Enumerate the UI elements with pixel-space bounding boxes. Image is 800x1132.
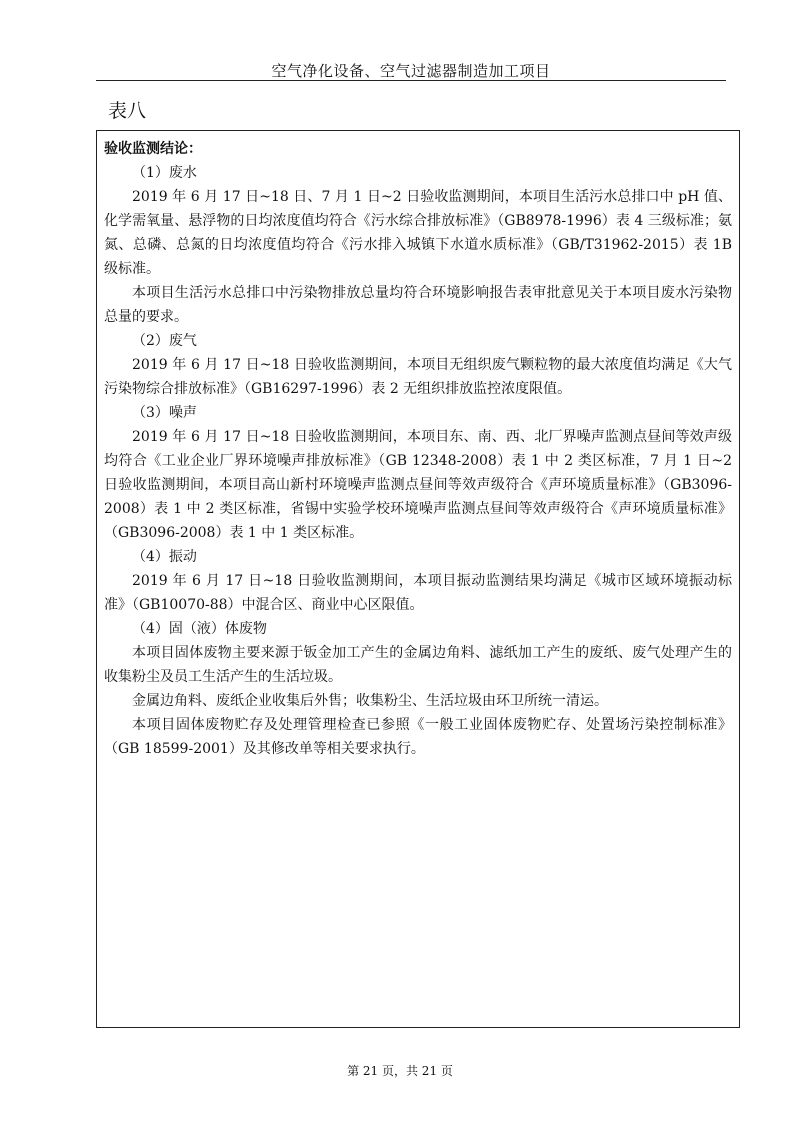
document-header-title: 空气净化设备、空气过滤器制造加工项目 [271, 62, 551, 80]
paragraph-solid-waste-sources: 本项目固体废物主要来源于钣金加工产生的金属边角料、滤纸加工产生的废纸、废气处理产生的收集粉尘及员工生活产生的生活垃圾。 [104, 645, 732, 685]
header-divider [96, 80, 726, 81]
conclusion-frame [96, 130, 740, 1028]
heading-vibration: （4）振动 [132, 549, 197, 565]
conclusion-label: 验收监测结论： [104, 141, 202, 157]
paragraph-wastewater-standards: 2019 年 6 月 17 日~18 日、7 月 1 日~2 日验收监测期间，本项目生活污水总排口中 pH 值、化学需氧量、悬浮物的日均浓度值均符合《污水综合排放标准》（GB8978-1996）表 4 三级标准；氨氮、总磷、总氮的日均浓度值均符合《污水排入城镇下水道水质标准》（GB/T31962-2015）表 1B 级标准。 [104, 189, 732, 277]
paragraph-wastewater-totals: 本项目生活污水总排口中污染物排放总量均符合环境影响报告表审批意见关于本项目废水污染物总量的要求。 [104, 285, 732, 325]
heading-wastewater: （1）废水 [132, 165, 197, 181]
table-section-label: 表八 [108, 100, 147, 122]
conclusion-content [104, 137, 732, 761]
paragraph-vibration: 2019 年 6 月 17 日~18 日验收监测期间，本项目振动监测结果均满足《城市区域环境振动标准》（GB10070-88）中混合区、商业中心区限值。 [104, 573, 732, 613]
paragraph-noise: 2019 年 6 月 17 日~18 日验收监测期间，本项目东、南、西、北厂界噪声监测点昼间等效声级均符合《工业企业厂界环境噪声排放标准》（GB 12348-2008）表 1 中 2 类区标准，7 月 1 日~2 日验收监测期间，本项目高山新村环境噪声监测点昼间等效声级符合《声环境质量标准》（GB3096-2008）表 1 中 2 类区标准，省锡中实验学校环境噪声监测点昼间等效声级符合《声环境质量标准》（GB3096-2008）表 1 中 1 类区标准。 [104, 429, 732, 541]
paragraph-solid-waste-compliance: 本项目固体废物贮存及处理管理检查已参照《一般工业固体废物贮存、处置场污染控制标准》（GB 18599-2001）及其修改单等相关要求执行。 [104, 717, 732, 757]
heading-exhaust-gas: （2）废气 [132, 333, 197, 349]
heading-solid-waste: （4）固（液）体废物 [132, 621, 267, 637]
paragraph-solid-waste-handling: 金属边角料、废纸企业收集后外售；收集粉尘、生活垃圾由环卫所统一清运。 [132, 693, 608, 709]
paragraph-exhaust-gas: 2019 年 6 月 17 日~18 日验收监测期间，本项目无组织废气颗粒物的最大浓度值均满足《大气污染物综合排放标准》（GB16297-1996）表 2 无组织排放监控浓度限值。 [104, 357, 732, 397]
page-number: 第 21 页，共 21 页 [347, 1064, 453, 1078]
heading-noise: （3）噪声 [132, 405, 197, 421]
